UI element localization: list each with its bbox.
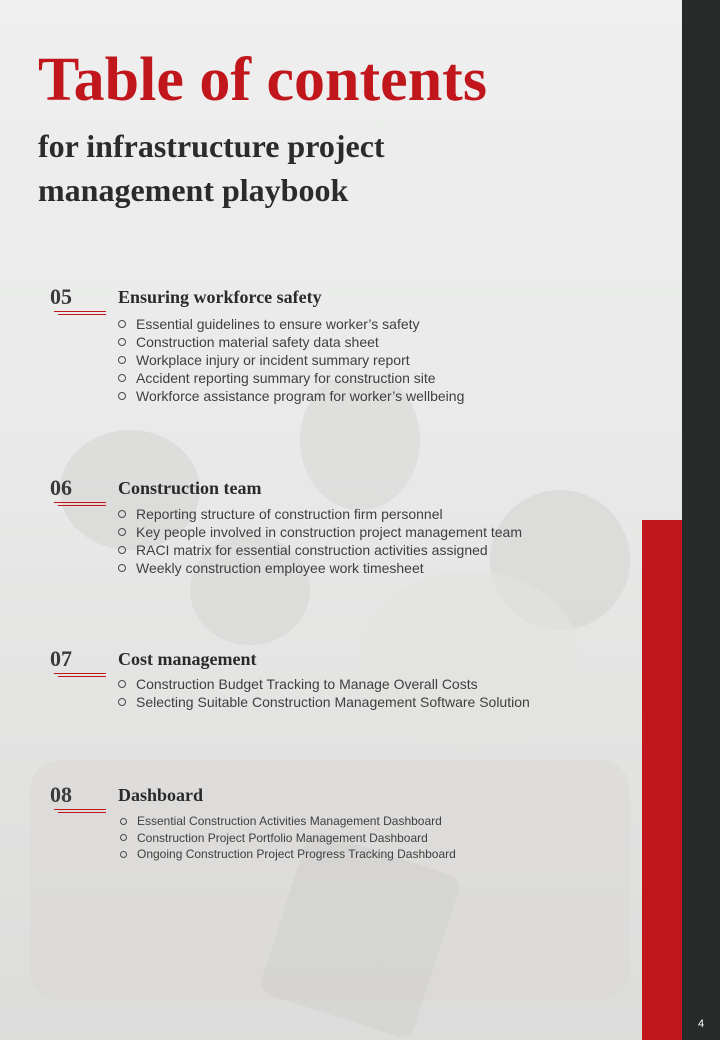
section-item-list bbox=[118, 675, 530, 711]
page-subtitle: for infrastructure project management playbook bbox=[38, 128, 385, 208]
list-item[interactable] bbox=[118, 315, 464, 333]
list-item[interactable] bbox=[118, 505, 522, 523]
number-underline bbox=[58, 314, 106, 315]
list-item[interactable] bbox=[118, 333, 464, 351]
list-item[interactable] bbox=[118, 675, 530, 693]
section-number: 05 bbox=[50, 284, 72, 309]
item-label: Ongoing Construction Project Progress Tracking Dashboard bbox=[137, 847, 456, 861]
circle-bullet-icon bbox=[118, 356, 126, 364]
circle-bullet-icon bbox=[118, 510, 126, 518]
item-label: Construction material safety data sheet bbox=[136, 334, 379, 350]
toc-section-08 bbox=[0, 782, 640, 872]
section-heading: Construction team bbox=[118, 478, 262, 498]
toc-section-07 bbox=[0, 646, 640, 726]
toc-section-05 bbox=[0, 284, 640, 414]
section-heading: Cost management bbox=[118, 649, 257, 669]
list-item[interactable] bbox=[118, 559, 522, 577]
page-number: 4 bbox=[697, 1018, 705, 1030]
item-label: Selecting Suitable Construction Management Software Solution bbox=[136, 694, 530, 710]
circle-bullet-icon bbox=[118, 680, 126, 688]
number-underline bbox=[54, 809, 106, 810]
section-number: 07 bbox=[50, 646, 72, 671]
section-heading: Ensuring workforce safety bbox=[118, 287, 322, 307]
list-item[interactable] bbox=[118, 369, 464, 387]
item-label: Workforce assistance program for worker’s wellbeing bbox=[136, 388, 465, 404]
item-label: Construction Budget Tracking to Manage Overall Costs bbox=[136, 676, 478, 692]
item-label: Essential guidelines to ensure worker’s safety bbox=[136, 316, 420, 332]
list-item[interactable] bbox=[118, 541, 522, 559]
section-item-list bbox=[118, 505, 522, 577]
list-item[interactable] bbox=[120, 813, 456, 830]
item-label: Workplace injury or incident summary report bbox=[136, 352, 410, 368]
item-label: Weekly construction employee work timesheet bbox=[136, 560, 424, 576]
circle-bullet-icon bbox=[118, 546, 126, 554]
item-label: Reporting structure of construction firm personnel bbox=[136, 506, 443, 522]
page-title: Table of contents bbox=[38, 46, 487, 114]
number-underline bbox=[54, 502, 106, 503]
toc-section-06 bbox=[0, 475, 640, 585]
number-underline bbox=[54, 311, 106, 312]
list-item[interactable] bbox=[120, 830, 456, 847]
list-item[interactable] bbox=[120, 846, 456, 863]
circle-bullet-icon bbox=[120, 834, 127, 841]
list-item[interactable] bbox=[118, 523, 522, 541]
item-label: Construction Project Portfolio Management Dashboard bbox=[137, 830, 428, 845]
right-dark-bar bbox=[682, 0, 720, 1040]
circle-bullet-icon bbox=[118, 338, 126, 346]
item-label: RACI matrix for essential construction activities assigned bbox=[136, 542, 488, 558]
circle-bullet-icon bbox=[118, 392, 126, 400]
section-item-list bbox=[118, 315, 464, 405]
circle-bullet-icon bbox=[118, 564, 126, 572]
circle-bullet-icon bbox=[120, 818, 127, 825]
circle-bullet-icon bbox=[118, 320, 126, 328]
circle-bullet-icon bbox=[120, 851, 127, 858]
section-heading: Dashboard bbox=[118, 785, 204, 805]
list-item[interactable] bbox=[118, 693, 530, 711]
circle-bullet-icon bbox=[118, 528, 126, 536]
number-underline bbox=[58, 505, 106, 506]
item-label: Accident reporting summary for construction site bbox=[136, 370, 436, 386]
number-underline bbox=[58, 676, 106, 677]
item-label: Essential Construction Activities Management Dashboard bbox=[137, 814, 442, 828]
list-item[interactable] bbox=[118, 387, 464, 405]
circle-bullet-icon bbox=[118, 374, 126, 382]
right-red-bar bbox=[642, 520, 682, 1040]
number-underline bbox=[58, 812, 106, 813]
section-item-list bbox=[120, 813, 456, 863]
circle-bullet-icon bbox=[118, 698, 126, 706]
section-number: 08 bbox=[50, 782, 72, 807]
section-number: 06 bbox=[50, 475, 72, 500]
number-underline bbox=[54, 673, 106, 674]
item-label: Key people involved in construction project management team bbox=[136, 524, 522, 540]
list-item[interactable] bbox=[118, 351, 464, 369]
